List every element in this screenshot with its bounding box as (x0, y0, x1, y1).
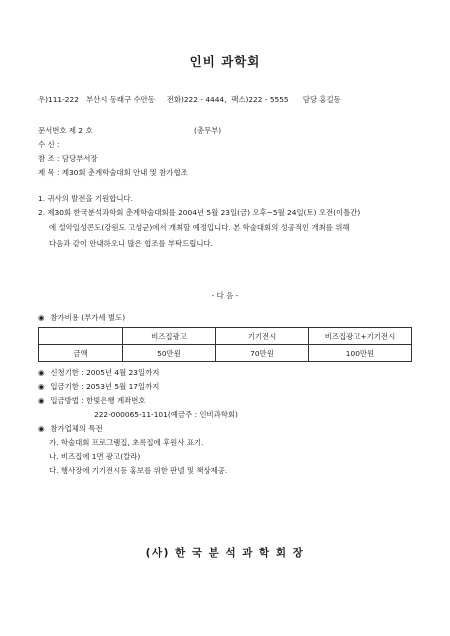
recipient-row (38, 139, 59, 150)
account-number: 222-000065-11-101(예금주 : 인비과학회) (94, 410, 238, 419)
payment-method-text: 입금방법 : 한빛은행 계좌번호 (50, 396, 146, 405)
contact-person: 담당 홍길동 (302, 95, 341, 104)
doc-number-value: 제 2 호 (68, 126, 93, 135)
fee-table-header-cell: 기기전시 (216, 328, 309, 345)
list-item (38, 381, 159, 392)
payment-deadline-text: 입금기한 : 2053년 5월 17일까지 (50, 382, 160, 391)
bullet-icon: ◉ (38, 382, 45, 391)
bullet-icon: ◉ (38, 396, 45, 405)
subject-label: 제 목 : (38, 168, 60, 177)
reference-label: 참 조 : (38, 154, 60, 163)
fee-table-header-cell: 비즈집광고 (123, 328, 216, 345)
bullet-icon: ◉ (38, 424, 45, 433)
reference-row (38, 153, 98, 164)
address-location: 부산시 동래구 수안동 (85, 95, 155, 104)
fee-table-header-row (39, 328, 412, 345)
document-title: 인비 과학회 (189, 54, 261, 69)
fee-table (38, 327, 412, 362)
body-line-4: 다음과 같이 안내하오니 많은 협조를 부탁드립니다. (49, 239, 214, 248)
list-item (38, 367, 159, 378)
address-line (38, 94, 341, 105)
department-label: (총무부) (194, 126, 222, 135)
subject-row (38, 167, 188, 178)
reference-value: 담당부서장 (61, 154, 98, 163)
fax-number: 팩스)222 - 5555 (231, 95, 289, 104)
fee-table-header-cell (39, 328, 123, 345)
fee-value-cell: 50만원 (123, 345, 216, 362)
fee-table-row (39, 345, 412, 362)
phone-number: 전화)222 - 4444, (166, 95, 227, 104)
benefits-title: 참가업체의 특전 (50, 424, 103, 433)
subject-value: 제30회 춘계학술대회 안내 및 참가협조 (61, 168, 188, 177)
body-line-2: 2. 제30회 한국분석과학회 춘계학술대회를 2004년 5월 23일(금) 오후~5월 24일(토) 오전(이틀간) (38, 208, 361, 217)
fee-value-cell: 100만원 (309, 345, 412, 362)
fee-value-cell: 70만원 (216, 345, 309, 362)
fee-section-title: 참가비용 (부가세 별도) (50, 313, 126, 322)
body-line-1: 1. 귀사의 발전을 기원합니다. (38, 194, 133, 203)
fee-section-heading (38, 312, 125, 323)
doc-number-row (38, 125, 222, 136)
fee-table-header-cell: 비즈집광고+기기전시 (309, 328, 412, 345)
deadline-text: 신청기한 : 2005년 4월 23일까지 (50, 368, 160, 377)
benefits-heading (38, 423, 103, 434)
benefit-item: 가. 학술대회 프로그램집, 초록집에 후원사 표기. (49, 438, 204, 447)
list-item (38, 395, 146, 406)
zip-code: 우)111-222 (38, 95, 79, 104)
benefit-item: 다. 행사장에 기기전시등 홍보를 위한 판넬 및 책상제공. (49, 466, 228, 475)
dagum-heading: - 다 음 - (211, 291, 239, 300)
bullet-icon: ◉ (38, 313, 45, 322)
issuer-signature: (사) 한 국 분 석 과 학 회 장 (145, 547, 305, 559)
doc-number-label: 문서번호 (38, 126, 67, 135)
fee-row-label: 금액 (39, 345, 123, 362)
body-line-3: 에 설악일성콘도(강원도 고성군)에서 개최할 예정입니다. 본 학술대회의 성공적인 개최를 위해 (49, 223, 350, 232)
bullet-icon: ◉ (38, 368, 45, 377)
benefit-item: 나. 비즈집에 1면 광고(칼라) (49, 452, 141, 461)
recipient-label: 수 신 : (38, 140, 60, 149)
